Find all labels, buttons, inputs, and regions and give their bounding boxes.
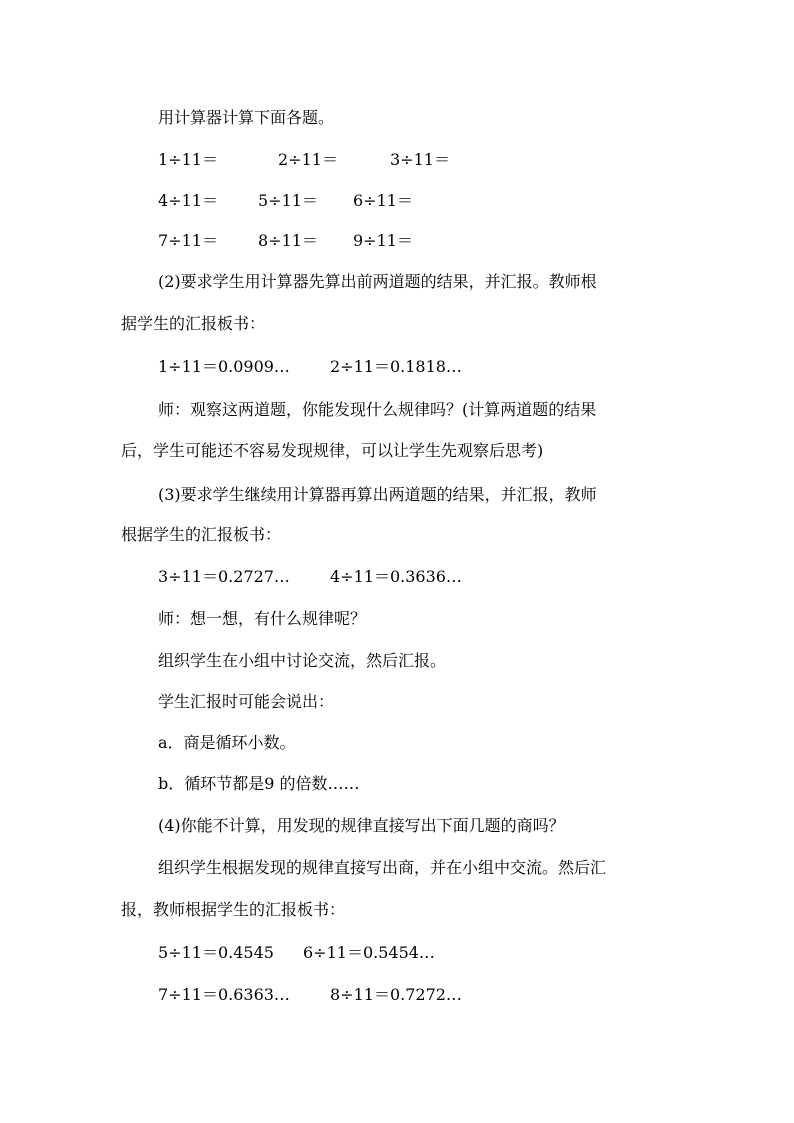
problem-5: 5÷11＝ <box>258 191 318 210</box>
teacher-q1-line2: 后，学生可能还不容易发现规律，可以让学生先观察后思考) <box>121 441 544 460</box>
point-b: b．循环节都是9 的倍数…… <box>158 774 360 793</box>
organize2-line1: 组织学生根据发现的规律直接写出商，并在小组中交流。然后汇 <box>158 858 607 877</box>
problem-7: 7÷11＝ <box>158 231 218 250</box>
organize2-line2: 报，教师根据学生的汇报板书： <box>121 900 346 919</box>
teacher-q1-line1: 师：观察这两道题，你能发现什么规律吗？(计算两道题的结果 <box>158 400 597 419</box>
problem-9: 9÷11＝ <box>353 231 413 250</box>
step2-line1: (2)要求学生用计算器先算出前两道题的结果，并汇报。教师根 <box>158 272 597 291</box>
step3-line1: (3)要求学生继续用计算器再算出两道题的结果，并汇报，教师 <box>158 485 597 504</box>
problem-6: 6÷11＝ <box>353 191 413 210</box>
step2-line2: 据学生的汇报板书： <box>121 314 266 333</box>
problem-2: 2÷11＝ <box>278 150 338 169</box>
result-3: 3÷11＝0.2727… <box>158 567 290 586</box>
result-7: 7÷11＝0.6363… <box>158 985 290 1004</box>
point-a: a．商是循环小数。 <box>158 733 296 752</box>
step3-line2: 根据学生的汇报板书： <box>121 525 282 544</box>
result-1: 1÷11＝0.0909… <box>158 357 290 376</box>
problem-4: 4÷11＝ <box>158 191 218 210</box>
result-6: 6÷11＝0.5454… <box>303 943 435 962</box>
organize-text: 组织学生在小组中讨论交流，然后汇报。 <box>158 651 447 670</box>
problem-8: 8÷11＝ <box>258 231 318 250</box>
result-5: 5÷11＝0.4545 <box>158 943 274 962</box>
step4: (4)你能不计算，用发现的规律直接写出下面几题的商吗？ <box>158 816 565 835</box>
problem-1: 1÷11＝ <box>158 150 218 169</box>
students-may-say: 学生汇报时可能会说出： <box>158 692 335 711</box>
result-8: 8÷11＝0.7272… <box>330 985 462 1004</box>
intro-text: 用计算器计算下面各题。 <box>158 108 335 127</box>
teacher-q2: 师：想一想，有什么规律呢？ <box>158 609 367 628</box>
result-2: 2÷11＝0.1818… <box>330 357 462 376</box>
result-4: 4÷11＝0.3636… <box>330 567 462 586</box>
problem-3: 3÷11＝ <box>390 150 450 169</box>
